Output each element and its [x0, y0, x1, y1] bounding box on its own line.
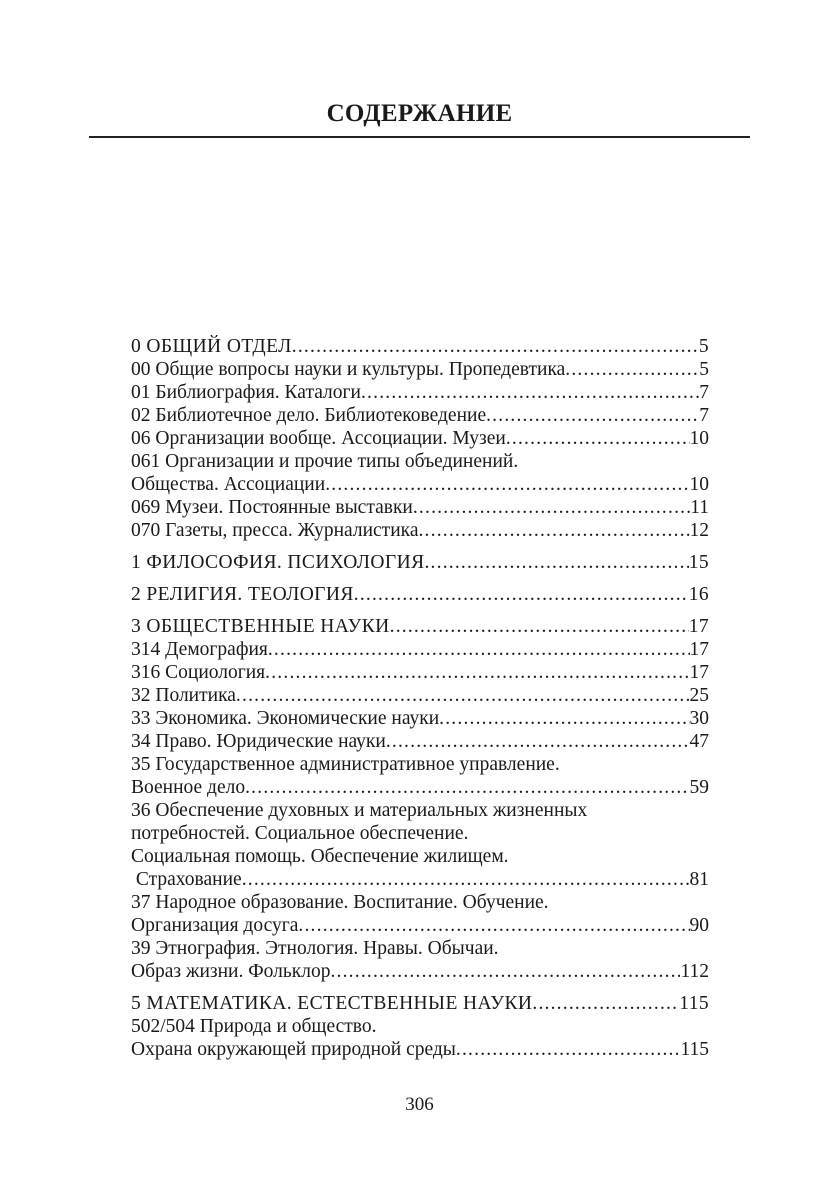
toc-entry-line — [131, 1038, 709, 1061]
toc-entry-title: 32 Политика — [131, 685, 236, 706]
toc-page-number: 81 — [689, 869, 709, 890]
dot-leader — [361, 381, 699, 404]
toc-page-number: 115 — [680, 1039, 709, 1060]
toc-entry[interactable] — [131, 799, 709, 891]
toc-section-entry[interactable] — [131, 335, 709, 358]
toc-entry-line — [131, 1015, 709, 1038]
dot-leader — [413, 496, 690, 519]
toc-page-number: 25 — [689, 685, 709, 706]
toc-page-number: 17 — [688, 616, 709, 637]
toc-entry-title: 314 Демография — [131, 639, 268, 660]
toc-entry-title: 2 РЕЛИГИЯ. ТЕОЛОГИЯ — [131, 584, 354, 605]
toc-entry-line — [131, 496, 709, 519]
dot-leader — [236, 684, 690, 707]
toc-section-entry[interactable] — [131, 583, 709, 606]
dot-leader — [418, 519, 689, 542]
dot-leader — [265, 661, 689, 684]
dot-leader — [390, 615, 689, 638]
toc-entry-line — [131, 684, 709, 707]
dot-leader — [330, 960, 680, 983]
dot-leader — [532, 992, 679, 1015]
dot-leader — [565, 358, 699, 381]
toc-entry-line — [131, 992, 709, 1015]
toc-entry[interactable] — [131, 358, 709, 381]
toc-entry-title: Страхование — [131, 869, 242, 890]
toc-entry-title: 502/504 Природа и общество. — [131, 1016, 377, 1037]
toc-page-number: 90 — [689, 915, 709, 936]
toc-entry-line — [131, 776, 709, 799]
toc-entry-line — [131, 638, 709, 661]
dot-leader — [268, 638, 690, 661]
dot-leader — [292, 335, 699, 358]
toc-entry[interactable] — [131, 404, 709, 427]
toc-page-number: 10 — [689, 428, 709, 449]
toc-page-number: 7 — [699, 382, 709, 403]
toc-entry-line — [131, 615, 709, 638]
toc-entry[interactable] — [131, 1015, 709, 1061]
dot-leader — [242, 868, 690, 891]
toc-entry-title: 36 Обеспечение духовных и материальных жизненных — [131, 800, 588, 821]
page-title: СОДЕРЖАНИЕ — [326, 100, 513, 127]
toc-entry[interactable] — [131, 450, 709, 496]
dot-leader — [486, 404, 699, 427]
toc-entry-line — [131, 661, 709, 684]
toc-entry-title: 0 ОБЩИЙ ОТДЕЛ — [131, 336, 292, 357]
toc-page-number: 30 — [689, 708, 709, 729]
dot-leader — [245, 776, 689, 799]
toc-entry-title: 069 Музеи. Постоянные выставки — [131, 497, 413, 518]
toc-entry-line — [131, 381, 709, 404]
toc-entry-title: Образ жизни. Фольклор — [131, 961, 331, 982]
toc-entry[interactable] — [131, 730, 709, 753]
toc-entry-line — [131, 960, 709, 983]
toc-page-number: 59 — [689, 777, 709, 798]
toc-page-number: 47 — [689, 731, 709, 752]
toc-entry-line — [131, 551, 709, 574]
toc-entry-line — [131, 753, 709, 776]
toc-entry-line — [131, 799, 709, 822]
toc-entry-title: потребностей. Социальное обеспечение. — [131, 823, 469, 844]
dot-leader — [354, 583, 689, 606]
toc-entry-line — [131, 822, 709, 845]
dot-leader — [506, 427, 690, 450]
toc-entry-line — [131, 868, 709, 891]
toc-entry[interactable] — [131, 427, 709, 450]
toc-page-number: 112 — [680, 961, 709, 982]
dot-leader — [439, 707, 689, 730]
toc-page-number: 5 — [699, 359, 709, 380]
toc-entry-title: 070 Газеты, пресса. Журналистика — [131, 520, 419, 541]
toc-page-number: 7 — [699, 405, 709, 426]
toc-entry-line — [131, 707, 709, 730]
toc-entry-title: 34 Право. Юридические науки — [131, 731, 386, 752]
toc-entry[interactable] — [131, 519, 709, 542]
toc-entry-title: 02 Библиотечное дело. Библиотековедение — [131, 405, 487, 426]
toc-entry[interactable] — [131, 638, 709, 661]
toc-entry-line — [131, 473, 709, 496]
toc-entry-title: 01 Библиография. Каталоги — [131, 382, 361, 403]
toc-entry-line — [131, 450, 709, 473]
toc-section-entry[interactable] — [131, 551, 709, 574]
toc-entry-line — [131, 519, 709, 542]
toc-entry-title: Социальная помощь. Обеспечение жилищем. — [131, 846, 509, 867]
toc-page-number: 115 — [679, 993, 709, 1014]
dot-leader — [386, 730, 690, 753]
toc-entry-line — [131, 358, 709, 381]
dot-leader — [325, 473, 689, 496]
toc-entry-title: Охрана окружающей природной среды — [131, 1039, 456, 1060]
toc-page-number: 17 — [689, 639, 709, 660]
toc-page-number: 16 — [688, 584, 709, 605]
toc-entry-line — [131, 891, 709, 914]
toc-entry-title: Организация досуга — [131, 915, 299, 936]
toc-entry-title: 5 МАТЕМАТИКА. ЕСТЕСТВЕННЫЕ НАУКИ — [131, 993, 533, 1014]
toc-entry-line — [131, 335, 709, 358]
toc-entry-title: 37 Народное образование. Воспитание. Обучение. — [131, 892, 549, 913]
toc-entry-line — [131, 914, 709, 937]
toc-entry-title: Общества. Ассоциации — [131, 474, 326, 495]
page-number: 306 — [405, 1094, 434, 1115]
toc-entry-title: 06 Организации вообще. Ассоциации. Музеи — [131, 428, 506, 449]
toc-page-number: 10 — [689, 474, 709, 495]
toc-entry-title: 1 ФИЛОСОФИЯ. ПСИХОЛОГИЯ — [131, 552, 425, 573]
toc-entry-title: 061 Организации и прочие типы объединений. — [131, 451, 519, 472]
toc-entry[interactable] — [131, 707, 709, 730]
toc-entry-title: 39 Этнография. Этнология. Нравы. Обычаи. — [131, 938, 499, 959]
toc-entry-line — [131, 937, 709, 960]
toc-page-number: 17 — [689, 662, 709, 683]
toc-entry[interactable] — [131, 684, 709, 707]
table-of-contents — [131, 335, 709, 1061]
toc-entry-title: 33 Экономика. Экономические науки — [131, 708, 440, 729]
dot-leader — [298, 914, 689, 937]
toc-entry-title: Военное дело — [131, 777, 246, 798]
toc-entry[interactable] — [131, 661, 709, 684]
toc-page-number: 15 — [688, 552, 709, 573]
toc-page-number: 5 — [698, 336, 709, 357]
toc-entry-line — [131, 427, 709, 450]
toc-entry-line — [131, 404, 709, 427]
toc-entry[interactable] — [131, 937, 709, 983]
toc-entry[interactable] — [131, 496, 709, 519]
toc-entry-title: 316 Социология — [131, 662, 266, 683]
dot-leader — [424, 551, 688, 574]
toc-page-number: 11 — [690, 497, 709, 518]
toc-entry[interactable] — [131, 753, 709, 799]
toc-entry-line — [131, 583, 709, 606]
toc-entry[interactable] — [131, 891, 709, 937]
title-rule — [89, 136, 750, 138]
toc-entry[interactable] — [131, 381, 709, 404]
toc-entry-line — [131, 845, 709, 868]
toc-section-entry[interactable] — [131, 615, 709, 638]
dot-leader — [456, 1038, 681, 1061]
toc-entry-title: 00 Общие вопросы науки и культуры. Пропедевтика — [131, 359, 566, 380]
toc-entry-title: 35 Государственное административное управление. — [131, 754, 560, 775]
toc-section-entry[interactable] — [131, 992, 709, 1015]
toc-entry-line — [131, 730, 709, 753]
toc-entry-title: 3 ОБЩЕСТВЕННЫЕ НАУКИ — [131, 616, 390, 637]
toc-page-number: 12 — [689, 520, 709, 541]
